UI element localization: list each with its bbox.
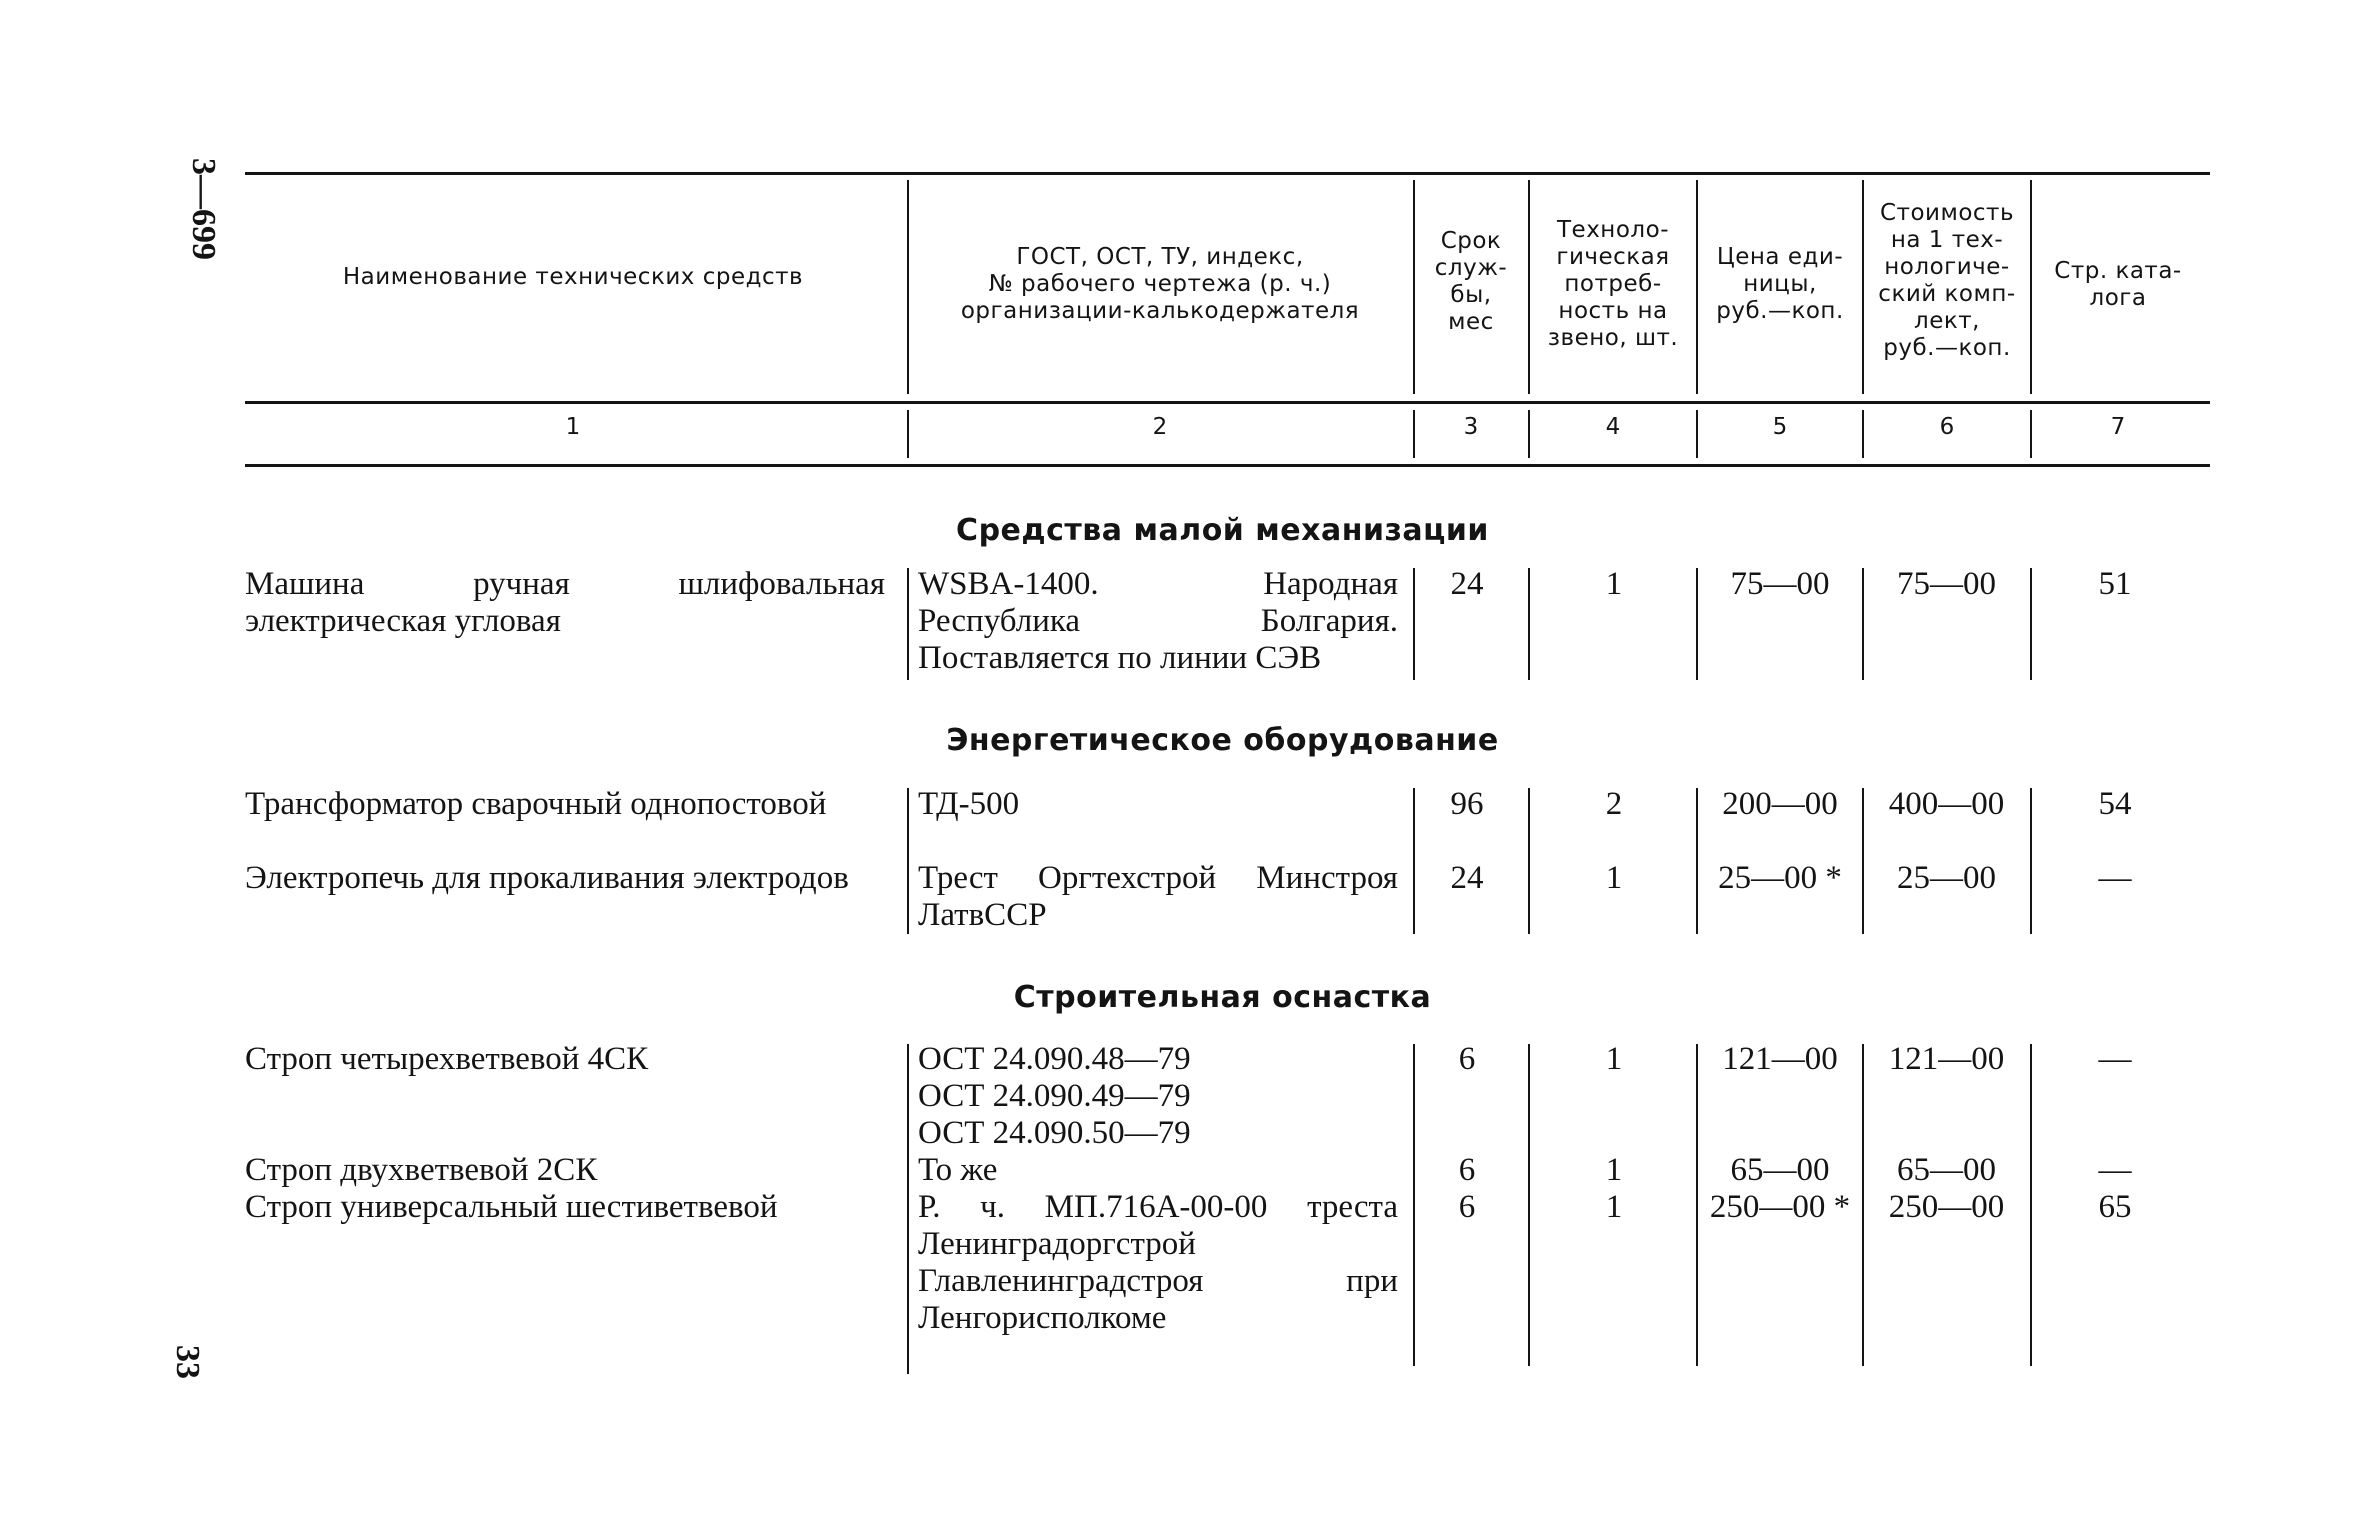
row-page: —	[2098, 1152, 2132, 1188]
row-gost: Р. ч. МП.716А-00-00 треста Ленинградоргстрой Главленинградстроя при Ленгорисполкоме	[918, 1189, 1398, 1336]
row-price: 121—00	[1722, 1041, 1838, 1077]
column-number-5: 5	[1772, 414, 1788, 440]
row-divider	[907, 788, 909, 934]
section-title: Энергетическое оборудование	[946, 723, 1499, 758]
row-name: Строп двухветвевой 2СК	[245, 1152, 598, 1188]
column-number-6: 6	[1939, 414, 1955, 440]
row-gost: ОСТ 24.090.48—79 ОСТ 24.090.49—79 ОСТ 24.090.50—79	[918, 1041, 1191, 1151]
document-code: 3—699	[185, 158, 222, 260]
header-price: Цена еди- ницы, руб.—коп.	[1716, 244, 1844, 324]
row-qty: 2	[1605, 786, 1623, 822]
row-term: 6	[1458, 1041, 1476, 1077]
row-name: Трансформатор сварочный однопостовой	[245, 786, 827, 822]
row-term: 24	[1450, 566, 1484, 602]
row-term: 6	[1458, 1152, 1476, 1188]
numbers-bottom-rule	[245, 464, 2210, 467]
row-term: 6	[1458, 1189, 1476, 1225]
row-name: Строп четырехветвевой 4СК	[245, 1041, 649, 1077]
row-cost: 400—00	[1888, 786, 2005, 822]
row-qty: 1	[1605, 1189, 1623, 1225]
row-page: 54	[2098, 786, 2132, 822]
row-qty: 1	[1605, 1041, 1623, 1077]
row-divider	[907, 568, 909, 680]
section-title: Строительная оснастка	[1013, 980, 1432, 1015]
column-number-1: 1	[565, 414, 581, 440]
row-qty: 1	[1605, 566, 1623, 602]
row-cost: 121—00	[1888, 1041, 2005, 1077]
header-page: Стр. ката- лога	[2054, 258, 2182, 311]
row-cost: 65—00	[1897, 1152, 1996, 1188]
row-name: Электропечь для прокаливания электродов	[245, 860, 849, 896]
header-cost: Стоимость на 1 тех- нологиче- ский комп- лект, руб.—коп.	[1878, 200, 2016, 361]
row-page: —	[2098, 860, 2132, 896]
header-divider-1	[907, 180, 909, 394]
row-term: 24	[1450, 860, 1484, 896]
row-price: 25—00 *	[1718, 860, 1842, 896]
header-gost: ГОСТ, ОСТ, ТУ, индекс, № рабочего чертежа (р. ч.) организации-калькодержателя	[960, 244, 1360, 324]
header-term: Срок служ- бы, мес	[1434, 228, 1508, 335]
row-cost: 25—00	[1897, 860, 1996, 896]
row-cost: 75—00	[1897, 566, 1996, 602]
row-gost: WSBA-1400. Народная Республика Болгария. Поставляется по линии СЭВ	[918, 566, 1398, 676]
row-price: 200—00	[1722, 786, 1838, 822]
row-name: Машина ручная шлифовальная электрическая угловая	[245, 566, 885, 639]
row-price: 250—00 *	[1709, 1189, 1851, 1225]
row-gost: То же	[918, 1152, 998, 1188]
table-top-rule	[245, 172, 2210, 175]
header-bottom-rule	[245, 401, 2210, 404]
row-price: 65—00	[1730, 1152, 1830, 1188]
section-title: Средства малой механизации	[956, 513, 1489, 548]
row-qty: 1	[1605, 1152, 1623, 1188]
row-divider	[907, 1044, 909, 1374]
column-number-7: 7	[2110, 414, 2126, 440]
num-divider-1	[907, 410, 909, 458]
page-number: 33	[169, 1345, 206, 1379]
row-price: 75—00	[1730, 566, 1830, 602]
row-page: 51	[2098, 566, 2132, 602]
row-page: —	[2098, 1041, 2132, 1077]
column-number-2: 2	[1152, 414, 1168, 440]
row-gost: ТД-500	[918, 786, 1020, 822]
header-name: Наименование технических средств	[342, 264, 804, 290]
row-cost: 250—00	[1888, 1189, 2005, 1225]
header-qty: Техноло- гическая потреб- ность на звено, шт.	[1547, 217, 1679, 351]
row-qty: 1	[1605, 860, 1623, 896]
row-page: 65	[2098, 1189, 2132, 1225]
column-number-3: 3	[1463, 414, 1479, 440]
column-number-4: 4	[1605, 414, 1621, 440]
row-term: 96	[1450, 786, 1484, 822]
row-gost: Трест Оргтехстрой Минстроя ЛатвССР	[918, 860, 1398, 933]
row-name: Строп универсальный шестиветвевой	[245, 1189, 778, 1225]
